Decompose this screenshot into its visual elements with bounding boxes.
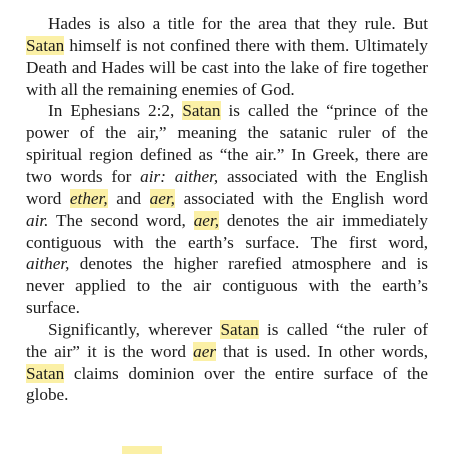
highlighted-text: aer,: [193, 210, 219, 230]
text-run: power of the air,” meaning the satanic ruler of the: [26, 123, 428, 143]
text-run: and: [107, 188, 150, 208]
highlighted-text: aer,: [149, 188, 175, 208]
text-line: [48, 319, 428, 341]
text-line: [26, 341, 428, 363]
highlighted-text: Satan: [220, 319, 259, 339]
text-run: never applied to the air contiguous with the earth’s: [26, 276, 428, 296]
text-run: is called “the ruler of: [258, 319, 428, 339]
text-line: [26, 384, 428, 406]
highlighted-text: Satan: [26, 363, 65, 383]
text-run: Significantly, wherever: [48, 319, 221, 339]
text-line: [26, 35, 428, 57]
text-line: [26, 188, 428, 210]
text-line: [26, 144, 428, 166]
text-line: [26, 79, 428, 101]
text-line: [26, 122, 428, 144]
text-run: is called the “prince of the: [220, 101, 428, 121]
text-line: [48, 13, 428, 35]
highlighted-text: aer: [193, 341, 217, 361]
text-run: associated with the English: [218, 166, 428, 186]
text-run: that is used. In other words,: [216, 341, 428, 361]
text-line: [26, 275, 428, 297]
text-line: [26, 166, 428, 188]
text-line: [26, 253, 428, 275]
text-run: Hades is also a title for the area that they rule. But: [48, 14, 428, 33]
text-run: spiritual region defined as “the air.” In Greek, there are: [26, 145, 428, 165]
text-run: with all the remaining enemies of God.: [26, 79, 295, 99]
text-line: [26, 363, 428, 385]
italic-text: air: aither,: [140, 166, 219, 186]
next-line-partial: [26, 440, 428, 454]
text-line: [48, 100, 428, 122]
text-run: claims dominion over the entire surface of the: [64, 363, 428, 383]
text-run: surface.: [26, 298, 80, 318]
text-run: The second word,: [48, 210, 194, 230]
text-line: [26, 210, 428, 232]
highlighted-text: Satan: [182, 101, 221, 121]
text-line: [26, 57, 428, 79]
text-run: the air” it is the word: [26, 341, 194, 361]
text-run: word: [26, 188, 70, 208]
text-run: two words for: [26, 166, 141, 186]
italic-text: air.: [26, 210, 49, 230]
highlighted-text: ether,: [69, 188, 108, 208]
text-run: contiguous with the earth’s surface. The first word,: [26, 232, 428, 252]
text-run: globe.: [26, 385, 69, 405]
highlighted-text: Satan: [26, 35, 65, 55]
text-run: denotes the higher rarefied atmosphere and is: [69, 254, 428, 274]
text-line: [26, 297, 428, 319]
text-run: himself is not confined there with them. Ultimately: [64, 35, 428, 55]
text-run: Death and Hades will be cast into the lake of fire together: [26, 57, 428, 77]
text-run: denotes the air immediately: [219, 210, 429, 230]
partial-highlight: [122, 446, 162, 454]
text-run: In Ephesians 2:2,: [48, 101, 183, 121]
text-run: associated with the English word: [174, 188, 428, 208]
text-line: [26, 232, 428, 254]
italic-text: aither,: [26, 254, 70, 274]
